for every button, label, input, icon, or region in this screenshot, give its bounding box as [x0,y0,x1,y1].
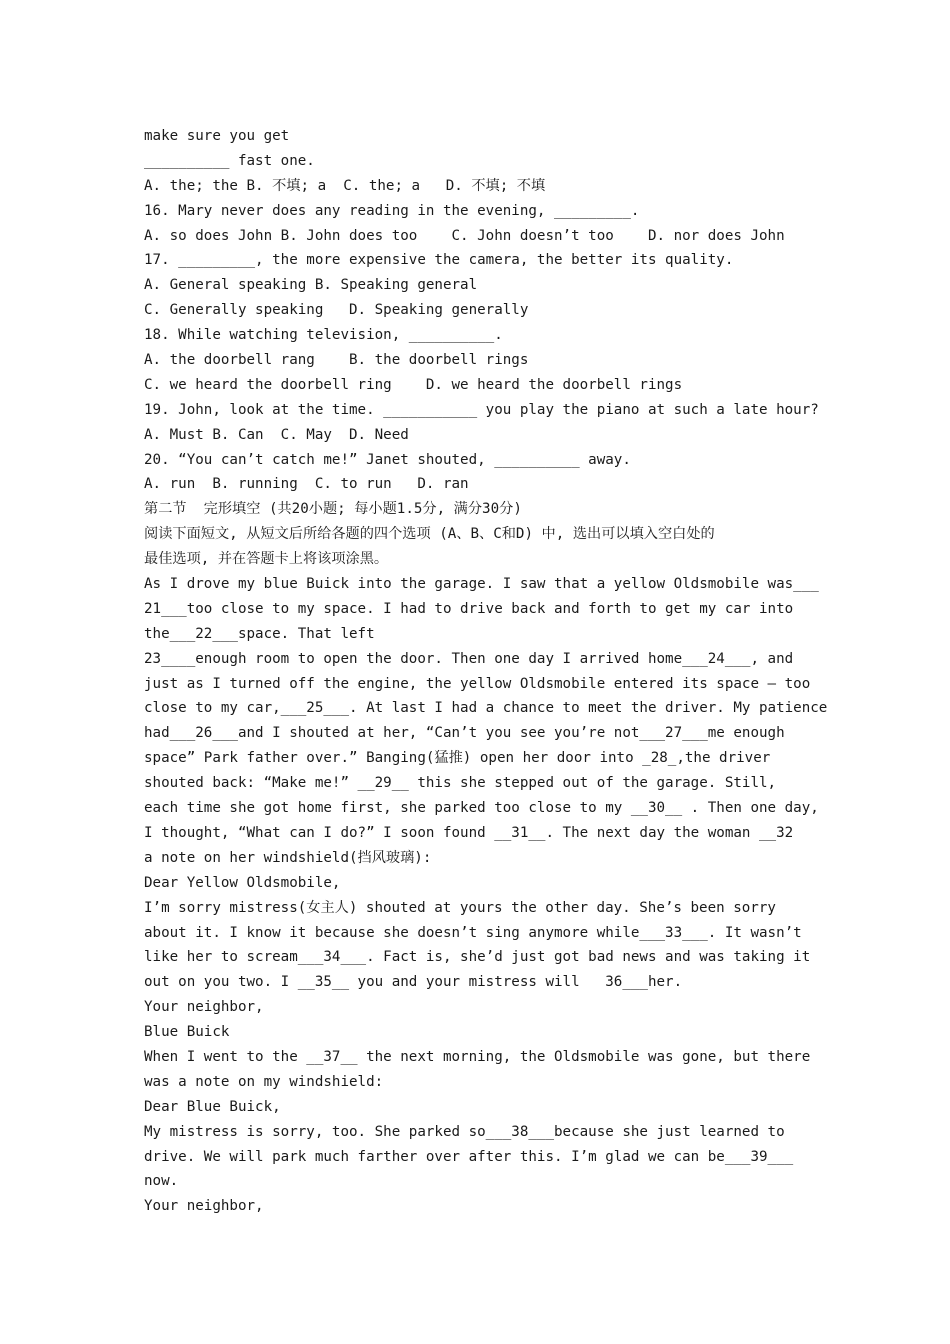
question-16: 16. Mary never does any reading in the evening, _________. [144,202,640,219]
section-instructions: 最佳选项, 并在答题卡上将该项涂黑。 [144,551,389,568]
question-17-options: A. General speaking B. Speaking general [144,277,478,294]
text-line: __________ fast one. [144,152,315,169]
passage-line: just as I turned off the engine, the yellow Oldsmobile entered its space — too [144,675,811,692]
letter-signature: Blue Buick [144,1024,230,1041]
passage-line: shouted back: “Make me!” __29__ this she stepped out of the garage. Still, [144,775,777,792]
passage-line: close to my car,___25___. At last I had a chance to meet the driver. My patience [144,700,828,717]
passage-line: As I drove my blue Buick into the garage. I saw that a yellow Oldsmobile was___ [144,576,819,593]
question-16-options: A. so does John B. John does too C. John doesn’t too D. nor does John [144,227,785,244]
text-line: make sure you get [144,128,290,144]
passage-line: each time she got home first, she parked too close to my __30__ . Then one day, [144,800,819,817]
passage-line: a note on her windshield(挡风玻璃): [144,849,432,866]
passage-line: was a note on my windshield: [144,1073,384,1090]
letter-line: I’m sorry mistress(女主人) shouted at yours the other day. She’s been sorry [144,899,776,916]
letter-salutation: Dear Yellow Oldsmobile, [144,874,341,891]
letter-line: out on you two. I __35__ you and your mistress will 36___her. [144,974,683,991]
letter-line: about it. I know it because she doesn’t sing anymore while___33___. It wasn’t [144,924,802,941]
letter-closing: Your neighbor, [144,1198,264,1215]
question-20: 20. “You can’t catch me!” Janet shouted, __________ away. [144,451,631,468]
letter-line: My mistress is sorry, too. She parked so___38___because she just learned to [144,1123,785,1140]
question-19: 19. John, look at the time. ___________ you play the piano at such a late hour? [144,401,819,418]
passage-line: When I went to the __37__ the next morning, the Oldsmobile was gone, but there [144,1048,811,1065]
question-18-options: A. the doorbell rang B. the doorbell rings [144,352,529,369]
question-17-options: C. Generally speaking D. Speaking generally [144,302,529,319]
section-heading: 第二节 完形填空 (共20小题; 每小题1.5分, 满分30分) [144,501,522,518]
text-line: A. the; the B. 不填; a C. the; a D. 不填; 不填 [144,177,546,194]
document-body [144,124,828,1219]
letter-line: drive. We will park much farther over after this. I’m glad we can be___39___ [144,1148,794,1165]
question-18-options: C. we heard the doorbell ring D. we heard the doorbell rings [144,376,683,393]
question-19-options: A. Must B. Can C. May D. Need [144,426,409,443]
letter-line: now. [144,1173,179,1190]
passage-line: 21___too close to my space. I had to drive back and forth to get my car into [144,600,794,617]
passage-line: space” Park father over.” Banging(猛推) open her door into _28_,the driver [144,750,771,767]
question-18: 18. While watching television, __________. [144,327,503,344]
passage-line: I thought, “What can I do?” I soon found __31__. The next day the woman __32 [144,824,794,841]
letter-closing: Your neighbor, [144,999,264,1016]
question-20-options: A. run B. running C. to run D. ran [144,476,469,493]
section-instructions: 阅读下面短文, 从短文后所给各题的四个选项 (A、B、C和D) 中, 选出可以填入空白处的 [144,526,715,543]
question-17: 17. _________, the more expensive the camera, the better its quality. [144,252,734,269]
passage-line: the___22___space. That left [144,625,375,642]
letter-salutation: Dear Blue Buick, [144,1098,281,1115]
letter-line: like her to scream___34___. Fact is, she’d just got bad news and was taking it [144,949,811,966]
passage-line: 23____enough room to open the door. Then one day I arrived home___24___, and [144,650,794,667]
passage-line: had___26___and I shouted at her, “Can’t you see you’re not___27___me enough [144,725,785,742]
